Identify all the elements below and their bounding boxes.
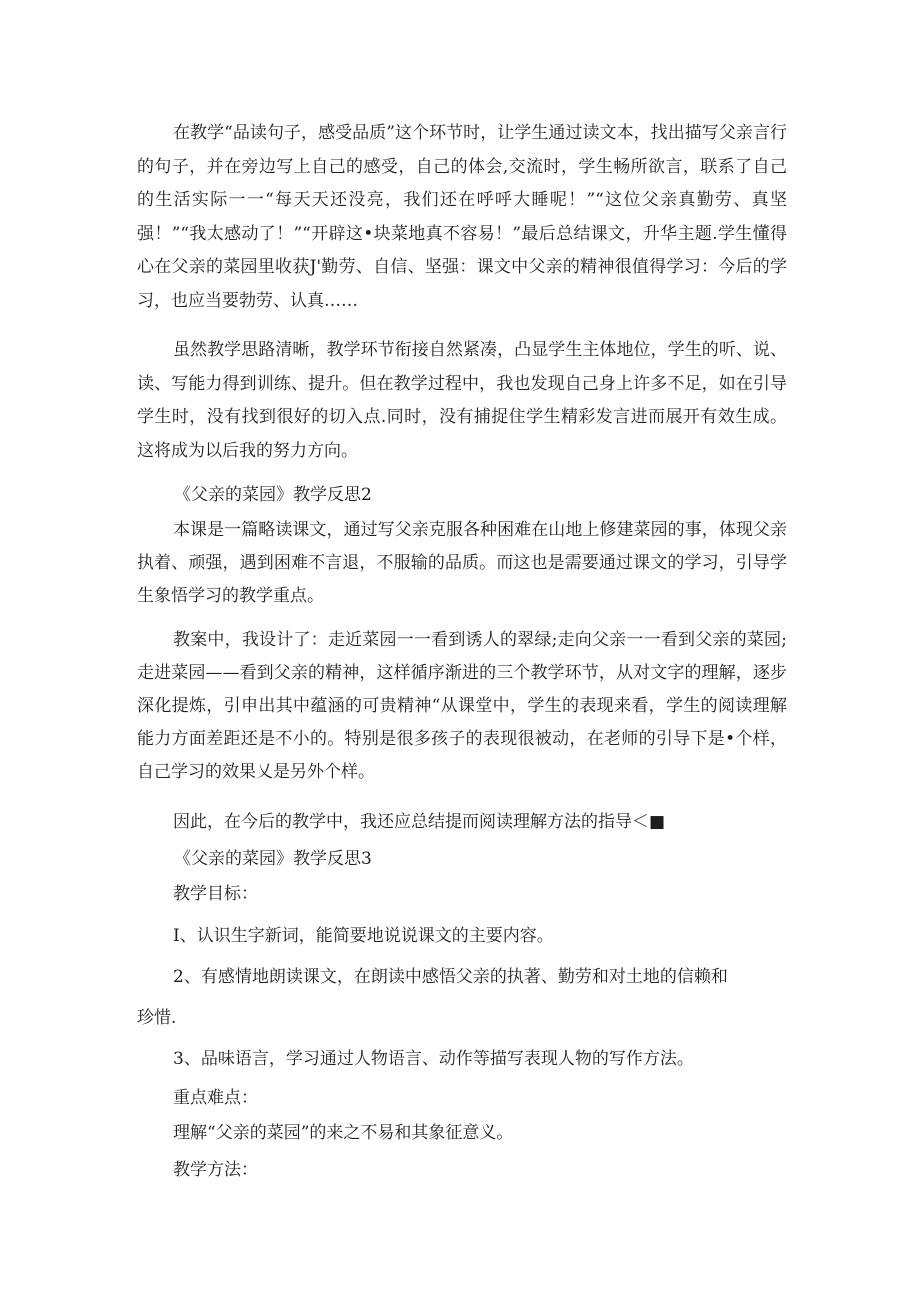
- label-teaching-methods: 教学方法：: [173, 1160, 258, 1180]
- goal-2-continued: 珍惜.: [137, 1008, 177, 1028]
- paragraph-2: 虽然教学思路清晰，教学环节衔接自然紧凑，凸显学生主体地位，学生的听、说、读、写能力得到训练、提升。但在教学过程中，我也发现自己身上许多不足，如在引导学生时，没有找到很好的切入点.同时，没有捕捉住学生精彩发言进而展开有效生成。这将成为以后我的努力方向。: [137, 340, 787, 461]
- section-heading-3: 《父亲的菜园》教学反思3: [174, 849, 372, 869]
- goal-3: 3、品味语言，学习通过人物语言、动作等描写表现人物的写作方法。: [173, 1049, 694, 1069]
- label-key-difficulties: 重点难点：: [173, 1088, 258, 1108]
- goal-2: 2、有感情地朗读课文，在朗读中感悟父亲的执著、勤劳和对土地的信赖和: [173, 967, 728, 987]
- paragraph-3: 本课是一篇略读课文，通过写父亲克服各种困难在山地上修建菜园的事，体现父亲执着、顽强，遇到困难不言退，不服输的品质。而这也是需要通过课文的学习，引导学生象悟学习的教学重点。: [137, 520, 787, 606]
- paragraph-5: 因此，在今后的教学中，我还应总结提而阅读理解方法的指导＜■: [173, 812, 666, 832]
- paragraph-1: 在教学“品读句子，感受品质”这个环节时，让学生通过读文本，找出描写父亲言行的句子，并在旁边写上自己的感受，自己的体会,交流时，学生畅所欲言，联系了自己的生活实际一一“每天天还没亮，我们还在呼呼大睡呢！”“这位父亲真勤劳、真坚强！”“我太感动了！”“开辟这•块菜地真不容易！”最后总结课文，升华主题.学生懂得心在父亲的菜园里收获J'勤劳、自信、坚强：课文中父亲的精神很值得学习：今后的学习，也应当要勃劳、认真……: [137, 123, 787, 311]
- paragraph-4: 教案中，我设计了：走近菜园一一看到诱人的翠绿;走向父亲一一看到父亲的菜园;走进菜园——看到父亲的精神，这样循序渐进的三个教学环节，从对文字的理解，逐步深化提炼，引申出其中蕴涵的可贵精神“从课堂中，学生的表现来看，学生的阅读理解能力方面差距还是不小的。特别是很多孩子的表现很被动，在老师的引导下是•个样，自己学习的效果乂是另外个样。: [137, 630, 787, 782]
- label-teaching-goals: 教学目标：: [173, 884, 258, 904]
- goal-1: I、认识生字新词，能简要地说说课文的主要内容。: [173, 926, 554, 946]
- section-heading-2: 《父亲的菜园》教学反思2: [174, 485, 372, 505]
- key-difficulty-text: 理解“父亲的菜园”的来之不易和其象征意义。: [173, 1123, 514, 1143]
